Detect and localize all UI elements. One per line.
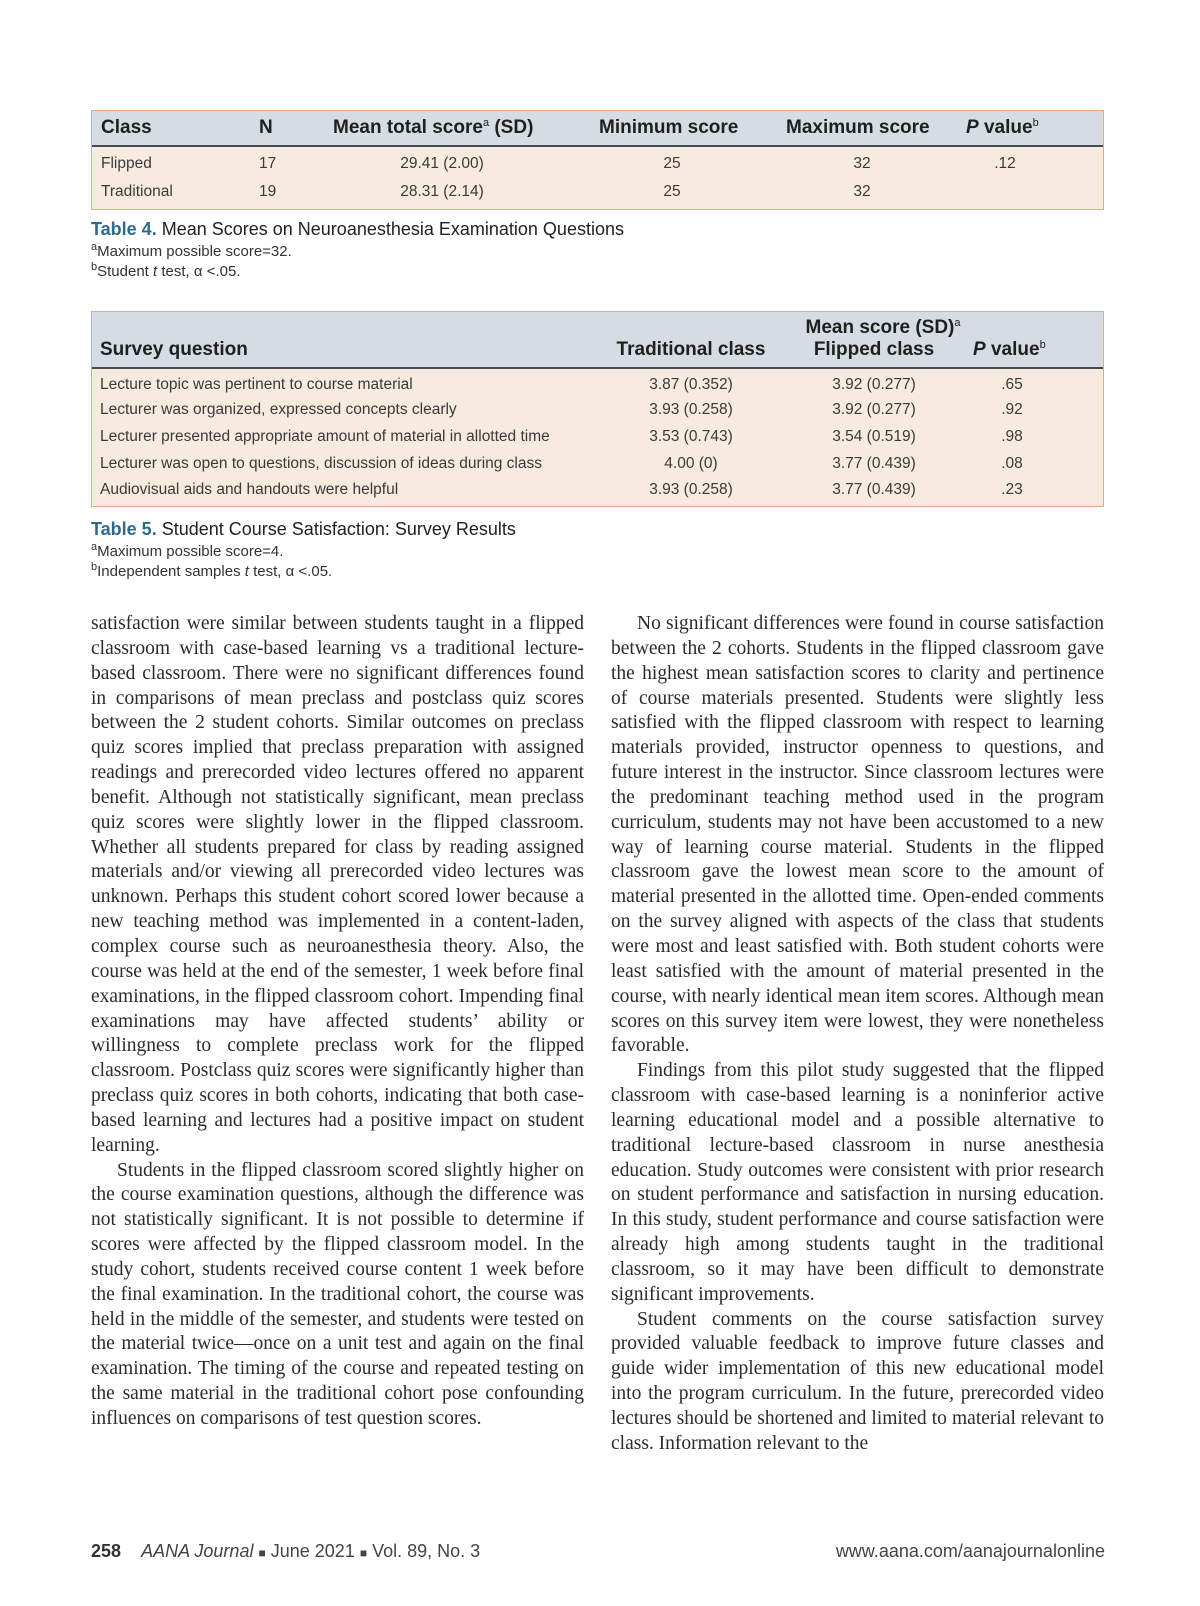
cell-max: 32 xyxy=(853,155,871,172)
table-4-note-a: $^a$Maximum possible score=32. xyxy=(91,241,292,260)
footer-url[interactable]: www.aana.com/aanajournalonline xyxy=(835,1541,1105,1561)
col-header-max: Maximum score xyxy=(786,117,930,138)
cell-flipped: 3.92 (0.277) xyxy=(832,401,916,418)
col-header-flipped: Flipped class xyxy=(813,339,935,360)
cell-p: .92 xyxy=(1001,401,1023,418)
volume: Vol. 89, No. 3 xyxy=(372,1541,481,1561)
cell-p: .23 xyxy=(1001,481,1023,498)
col-header-n: N xyxy=(259,117,273,138)
cell-class: Flipped xyxy=(101,155,152,172)
cell-question: Audiovisual aids and handouts were helpful xyxy=(100,481,399,498)
cell-traditional: 3.93 (0.258) xyxy=(649,401,733,418)
col-header-class: Class xyxy=(101,117,152,138)
cell-n: 19 xyxy=(259,183,277,200)
col-header-p: P value$^b$ xyxy=(966,117,1039,138)
cell-max: 32 xyxy=(853,183,871,200)
cell-traditional: 3.53 (0.743) xyxy=(649,428,733,445)
cell-mean: 29.41 (2.00) xyxy=(400,155,484,172)
cell-flipped: 3.77 (0.439) xyxy=(832,481,916,498)
cell-traditional: 3.87 (0.352) xyxy=(649,376,733,393)
paragraph: Student comments on the course satisfaction survey provided valuable feedback to improve future classes and guide wider implementation of this new educational model into the program curriculum. In the future, prerecorded video lectures should be shortened and limited to material relevant to class. Information relevant to the xyxy=(611,1308,1104,1454)
table-5-header xyxy=(92,312,1103,369)
col-header-question: Survey question xyxy=(100,339,248,360)
cell-n: 17 xyxy=(259,155,277,172)
table-4-caption: Table 4. Mean Scores on Neuroanesthesia Examination Questions xyxy=(91,219,624,239)
cell-p: .08 xyxy=(1001,455,1023,472)
cell-question: Lecturer was organized, expressed concepts clearly xyxy=(100,401,457,418)
cell-question: Lecturer was open to questions, discussion of ideas during class xyxy=(100,455,542,472)
table-5-caption: Table 5. Student Course Satisfaction: Survey Results xyxy=(91,519,516,539)
issue-date: June 2021 xyxy=(270,1541,355,1561)
body-column-left xyxy=(91,612,584,1432)
separator: ■ xyxy=(258,1546,266,1560)
cell-question: Lecture topic was pertinent to course material xyxy=(100,376,413,393)
col-group-header: Mean score (SD)$^a$ xyxy=(805,317,961,338)
cell-question: Lecturer presented appropriate amount of material in allotted time xyxy=(100,428,550,445)
col-header-traditional: Traditional class xyxy=(616,339,766,360)
cell-traditional: 4.00 (0) xyxy=(664,455,718,472)
table-5 xyxy=(91,311,1104,507)
cell-flipped: 3.54 (0.519) xyxy=(832,428,916,445)
cell-p: .12 xyxy=(994,155,1016,172)
cell-class: Traditional xyxy=(101,183,173,200)
col-header-p: P value$^b$ xyxy=(973,339,1046,360)
body-column-right xyxy=(611,612,1104,1457)
separator: ■ xyxy=(359,1546,368,1560)
cell-flipped: 3.92 (0.277) xyxy=(832,376,916,393)
cell-p: .65 xyxy=(1001,376,1023,393)
cell-min: 25 xyxy=(663,183,681,200)
table-5-note-a: $^a$Maximum possible score=4. xyxy=(91,541,284,560)
cell-flipped: 3.77 (0.439) xyxy=(832,455,916,472)
paragraph: No significant differences were found in course satisfaction between the 2 cohorts. Students in the flipped classroom gave the highest mean satisfaction scores to clarity and pertinence of course materials presented. Students were slightly less satisfied with the flipped classroom with respect to learning materials provided, instructor openness to questions, and future interest in the instructor. Since classroom lectures were the predominant teaching method used in the program curriculum, students may not have been accustomed to a new way of learning course material. Students in the flipped classroom gave the lowest mean score to the amount of material presented in the allotted time. Open-ended comments on the survey aligned with aspects of the class that students were most and least satisfied with. Both student cohorts were least satisfied with the amount of material presented in the course, with nearly identical mean item scores. Although mean scores on this survey item were lowest, they were nonetheless favorable. xyxy=(611,613,1104,1057)
journal-name: AANA Journal xyxy=(141,1541,254,1561)
table-5-note-b: $^b$Independent samples t test, α <.05. xyxy=(91,561,333,580)
footer-citation xyxy=(91,1541,480,1562)
paragraph: satisfaction were similar between students taught in a flipped classroom with case-based learning vs a traditional lecture-based classroom. There were no significant differences found in comparisons of mean preclass and postclass quiz scores between the 2 student cohorts. Similar outcomes on preclass quiz scores implied that preclass preparation with assigned readings and prerecorded video lectures offered no apparent benefit. Although not statistically significant, mean preclass quiz scores were slightly lower in the flipped classroom. Whether all students prepared for class by reading assigned materials and/or viewing all prerecorded video lectures was unknown. Perhaps this student cohort scored lower because a new teaching method was implemented in a content-laden, complex course such as neuroanesthesia theory. Also, the course was held at the end of the semester, 1 week before final examinations, in the flipped classroom cohort. Impending final examinations may have affected students’ ability or willingness to complete preclass work for the flipped classroom. Postclass quiz scores were significantly higher than preclass quiz scores in both cohorts, indicating that both case-based learning and lectures had a positive impact on student learning. xyxy=(91,613,584,1156)
cell-min: 25 xyxy=(663,155,681,172)
col-header-min: Minimum score xyxy=(599,117,739,138)
paragraph: Students in the flipped classroom scored slightly higher on the course examination questions, although the difference was not statistically significant. It is not possible to determine if scores were affected by the flipped classroom model. In the study cohort, students received course content 1 week before the final examination. In the traditional cohort, the course was held in the middle of the semester, and students were tested on the material twice—once on a unit test and again on the final examination. The timing of the course and repeated testing on the same material in the traditional cohort pose confounding influences on comparisons of test question scores. xyxy=(91,1159,584,1429)
table-4-note-b: $^b$Student t test, α <.05. xyxy=(91,261,241,280)
cell-p: .98 xyxy=(1001,428,1023,445)
paragraph: Findings from this pilot study suggested that the flipped classroom with case-based learning is a noninferior active learning educational model and a possible alternative to traditional lecture-based classroom in nurse anesthesia education. Study outcomes were consistent with prior research on student performance and satisfaction in nursing education. In this study, student performance and course satisfaction were already high among students taught in the traditional classroom, so it may have been difficult to demonstrate significant improvements. xyxy=(611,1060,1104,1305)
col-header-mean: Mean total score$^a$ (SD) xyxy=(333,117,534,138)
cell-mean: 28.31 (2.14) xyxy=(400,183,484,200)
cell-traditional: 3.93 (0.258) xyxy=(649,481,733,498)
page-number: 258 xyxy=(91,1541,122,1561)
table-4-header xyxy=(92,111,1103,147)
table-4 xyxy=(91,110,1104,210)
